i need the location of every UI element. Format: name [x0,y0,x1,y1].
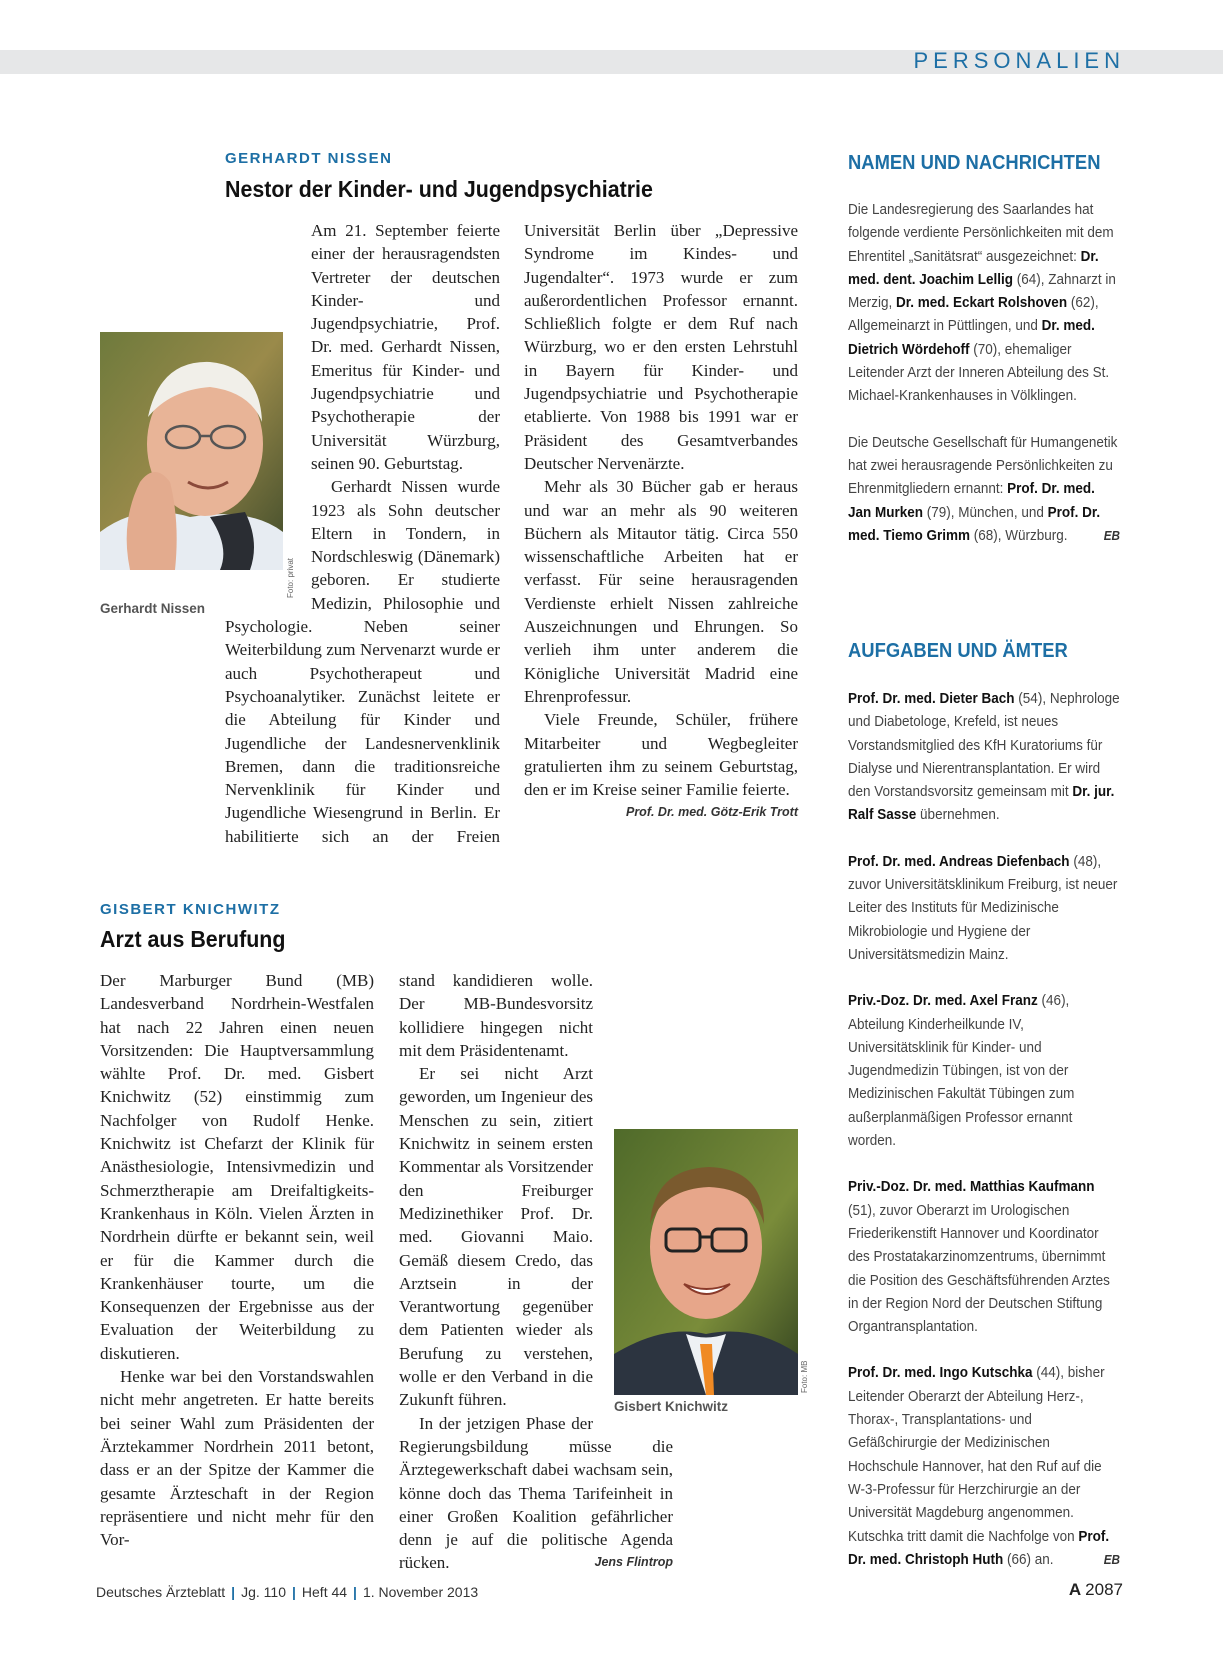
article2-closing-text: In der jetzigen Phase der Regierungsbildung müsse die Ärztegewerkschaft dabei wachsam sein, könne doch das Thema Tarifeinheit in einer Großen Koalition gefährlicher denn je auf die politische Agenda rücken. [399,1413,673,1573]
article1-kicker: GERHARDT NISSEN [225,150,393,167]
person-name: Dr. med. Dietrich Wördehoff [848,317,1095,358]
article2-kicker: GISBERT KNICHWITZ [100,901,281,918]
sidebar-paragraph [848,850,1120,966]
sidebar-paragraph [848,431,1120,547]
photo-credit-nissen: Foto: privat [286,557,295,598]
article1-paragraph: Gerhardt Nissen wurde 1923 als Sohn deutscher Eltern in Tondern, in Nordschleswig (Dänemark) geboren. Er studierte Medizin, Philosophie und Psychologie. Neben seiner Weiterbildung zum Nervenarzt wurde er auch Psychotherapeut und Psychoanalytiker. Zunächst leitete er die Abteilung für Kinder und Jugendliche der Landesnervenklinik Bremen, dann die traditionsreiche Nervenklinik für Kinder und Jugendliche Wiesengrund in Berlin. Er habilitierte sich an der Freien [225,477,500,846]
article2-author: Jens Flintrop [594,1555,673,1570]
text-run: (44), bisher Leitender Oberarzt der Abteilung Herz-, Thorax-, Transplantations- und Gefäßchirurgie der Medizinischen Hochschule Hannover, hat den Ruf auf die W-3-Professur für Herzchirurgie an der Universität Magdeburg angenommen. Kutschka tritt damit die Nachfolge von [848,1364,1105,1545]
text-run: (48), zuvor Universitätsklinikum Freiburg, ist neuer Leiter des Instituts für Medizinische Mikrobiologie und Hygiene der Universitätsmedizin Mainz. [848,852,1118,963]
photo-wrap-spacer [225,219,311,610]
sidebar-paragraph-text [848,434,1117,544]
article2-paragraph: Henke war bei den Vorstandswahlen nicht mehr angetreten. Er hatte bereits bei seiner Wahl zum Präsidenten der Ärztekammer Nordrhein 2011 betont, dass er an der Spitze der Kammer die gesamte Ärzteschaft in der Region repräsentiere und nicht mehr für den Vor- [100,1367,374,1550]
footer-volume: Jg. 110 [241,1584,286,1600]
article2-paragraph: Er sei nicht Arzt geworden, um Ingenieur des Menschen zu sein, zitiert Knichwitz in seinem ersten Kommentar als Vorsitzender den Freiburger Medizinethiker Prof. Dr. med. Giovanni Maio. Gemäß diesem Credo, das Arztsein in der Verantwortung gegenüber dem Patienten wieder als Berufung zu verstehen, wolle er den Verband in die Zukunft führen. [399,1064,593,1410]
sidebar-paragraph-text [848,1364,1109,1567]
sidebar-heading-aufgaben-und-aemter: AUFGABEN UND ÄMTER [848,640,1068,662]
person-name: Prof. Dr. med. Andreas Diefenbach [848,852,1070,870]
article2-paragraph [399,1412,673,1575]
sidebar-signature: EB [1103,1551,1120,1567]
text-run: (79), München, und [923,503,1048,521]
article1-paragraph: Am 21. September feierte einer der herausragendsten Vertreter der deutschen Kinder- und Jugendpsychiatrie, Prof. Dr. med. Gerhardt Nissen, Emeritus für Kinder- und Jugendpsychiatrie und Psychotherapie der Universität Würzburg, seinen 90. Geburtstag. [311,221,500,473]
person-name: Prof. Dr. med. Ingo Kutschka [848,1364,1033,1382]
footer-date: 1. November 2013 [362,1584,479,1600]
sidebar-paragraph [848,989,1120,1152]
section-label: PERSONALIEN [913,48,1125,73]
article1-column-1 [225,219,500,848]
article1-paragraph [524,708,798,820]
person-name: Priv.-Doz. Dr. med. Axel Franz [848,992,1038,1010]
person-name: Prof. Dr. med. Tiemo Grimm [848,503,1101,544]
sidebar-paragraph [848,1175,1120,1338]
article2-paragraph: stand kandidieren wolle. Der MB-Bundesvorsitz kollidiere hingegen nicht mit dem Präsidentenamt. [399,971,593,1060]
article2-column-2 [399,969,673,1575]
article1-column-2 [524,219,798,824]
sidebar-section-2 [848,687,1120,1594]
text-run: übernehmen. [916,806,1000,824]
sidebar-paragraph [848,687,1120,827]
person-name: Dr. jur. Ralf Sasse [848,783,1115,824]
footer-separator: | [353,1584,357,1600]
footer-separator: | [291,1584,296,1600]
photo-caption-nissen: Gerhardt Nissen [100,601,206,616]
article2-column-1 [100,969,374,1551]
article2-paragraph: Der Marburger Bund (MB) Landesverband Nordrhein-Westfalen hat nach 22 Jahren einen neuen Vorsitzenden: Die Hauptversammlung wählte Prof. Dr. med. Gisbert Knichwitz (52) einstimmig zum Nachfolger von Rudolf Henke. Knichwitz ist Chefarzt der Klinik für Anästhesiologie, Intensivmedizin und Schmerztherapie am Dreifaltigkeits-Krankenhaus in Köln. Vielen Ärzten in Nordrhein dürfte er bekannt sein, weil er für die Kammer durch die Krankenhäuser tourte, um die Konsequenzen der Ergebnisse aus der Evaluation der Weiterbildung zu diskutieren. [100,971,374,1363]
article2-title: Arzt aus Berufung [100,926,286,952]
photo-credit-knichwitz: Foto: MB [800,1360,809,1393]
footer-journal: Deutsches Ärzteblatt [96,1584,226,1600]
photo-caption-knichwitz: Gisbert Knichwitz [614,1399,729,1414]
footer-citation [96,1584,478,1600]
article1-closing-text: Viele Freunde, Schüler, frühere Mitarbeiter und Wegbegleiter gratulierten ihm zu seinem Geburtstag, den er im Kreise seiner Familie feierte. [524,710,798,800]
page-number [1069,1580,1123,1600]
sidebar-heading-namen-und-nachrichten: NAMEN UND NACHRICHTEN [848,152,1101,174]
page-number-value: 2087 [1085,1580,1123,1599]
text-run: Die Deutsche Gesellschaft für Humangenetik hat zwei herausragende Persönlichkeiten zu Ehrenmitgliedern ernannt: [848,433,1118,498]
article1-paragraph: Universität Berlin über „Depressive Syndrome im Kindes- und Jugendalter“. 1973 wurde er zum außerordentlichen Professor ernannt. Schließlich folgte er dem Ruf nach Würzburg, wo er den ersten Lehrstuhl in Bayern für Kinder- und Jugendpsychiatrie und Psychotherapie etablierte. Von 1988 bis 1991 war er Präsident des Gesamtverbandes Deutscher Nervenärzte. [524,221,798,473]
person-name: Priv.-Doz. Dr. med. Matthias Kaufmann [848,1178,1095,1196]
text-run: (54), Nephrologe und Diabetologe, Krefeld, ist neues Vorstandsmitglied des KfH Kuratoriums für Dialyse und Nierentransplantation. Er wird den Vorstandsvorsitz gemeinsam mit [848,690,1120,801]
text-run: (66) an. [1003,1550,1054,1568]
sidebar-paragraph [848,198,1120,408]
sidebar-section-1 [848,198,1120,570]
person-name: Prof. Dr. med. Dieter Bach [848,690,1015,707]
text-run: (64), Zahnarzt in Merzig, [848,270,1116,312]
page-prefix: A [1068,1580,1082,1599]
person-name: Prof. Dr. med. Jan Murken [848,480,1095,521]
text-run: (62), Allgemeinarzt in Püttlingen, und [848,294,1099,335]
article1-title: Nestor der Kinder- und Jugendpsychiatrie [225,176,653,202]
sidebar-signature: EB [1103,527,1120,543]
sidebar-paragraph [848,1361,1120,1571]
person-name: Dr. med. Eckart Rolshoven [896,294,1068,312]
text-run: Die Landesregierung des Saarlandes hat folgende verdiente Persönlichkeiten mit dem Ehrentitel „Sanitätsrat“ ausgezeichnet: [848,201,1114,265]
text-run: (46), Abteilung Kinderheilkunde IV, Universitätsklinik für Kinder- und Jugendmedizin Tübingen, ist von der Medizinischen Fakultät Tübingen zum außerplanmäßigen Professor ernannt worden. [848,992,1075,1150]
photo-wrap-spacer-top [593,969,673,983]
text-run: (51), zuvor Oberarzt im Urologischen Friederikenstift Hannover und Koordinator des Prostatakarzinomzentrums, übernimmt die Position des Geschäftsführenden Arztes in der Region Nord der Deutschen Stiftung Organtransplantation. [848,1201,1110,1336]
photo-wrap-spacer [593,1121,673,1426]
article1-paragraph: Mehr als 30 Bücher gab er heraus und war an mehr als 90 weiteren Büchern als Mitautor tätig. Circa 550 wissenschaftliche Arbeiten hat er verfasst. Für seine herausragenden Verdienste erhielt Nissen zahlreiche Auszeichnungen und Ehrungen. So verlieh ihm unter anderem die Königliche Universität Madrid eine Ehrenprofessur. [524,477,798,706]
text-run: (70), ehemaliger Leitender Arzt der Inneren Abteilung des St. Michael-Krankenhauses in Völklingen. [848,340,1110,405]
article1-author: Prof. Dr. med. Götz-Erik Trott [625,805,798,820]
person-name: Prof. Dr. med. Christoph Huth [848,1527,1110,1568]
text-run: (68), Würzburg. [970,526,1068,544]
footer-issue: Heft 44 [301,1584,348,1600]
footer-separator: | [231,1584,236,1600]
person-name: Dr. med. dent. Joachim Lellig [848,247,1099,288]
